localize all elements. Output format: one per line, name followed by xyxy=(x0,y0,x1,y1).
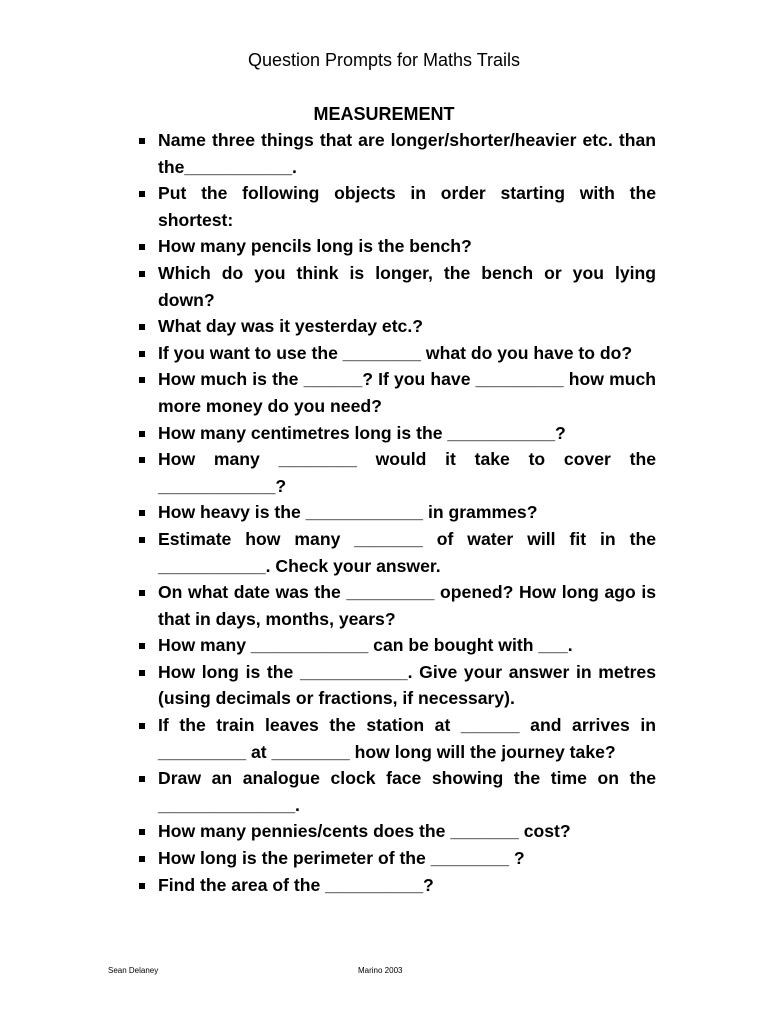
prompt-text: How long is the ___________. Give your answer in metres (using decimals or fractions, if necessary). xyxy=(158,661,656,709)
list-item xyxy=(134,765,656,818)
bullet-icon xyxy=(139,776,145,782)
list-item xyxy=(134,845,656,872)
bullet-icon xyxy=(139,191,145,197)
bullet-icon xyxy=(139,829,145,835)
bullet-icon xyxy=(139,537,145,543)
list-item xyxy=(134,818,656,845)
list-item xyxy=(134,632,656,659)
prompt-list xyxy=(134,127,656,898)
prompt-text: Draw an analogue clock face showing the time on the ______________. xyxy=(158,768,656,815)
prompt-text: Estimate how many _______ of water will fit in the ___________. Check your answer. xyxy=(158,528,656,576)
prompt-text: If you want to use the ________ what do you have to do? xyxy=(158,342,633,363)
bullet-icon xyxy=(139,590,145,596)
prompt-text: Put the following objects in order starting with the shortest: xyxy=(158,183,656,230)
prompt-text: How many centimetres long is the ___________? xyxy=(158,422,566,443)
list-item xyxy=(134,260,656,313)
list-item xyxy=(134,499,656,526)
bullet-icon xyxy=(139,138,145,144)
prompt-text: How many pennies/cents does the _______ cost? xyxy=(158,821,571,842)
bullet-icon xyxy=(139,431,145,437)
list-item xyxy=(134,659,656,712)
list-item xyxy=(134,127,656,180)
list-item xyxy=(134,712,656,765)
prompt-text: Which do you think is longer, the bench or you lying down? xyxy=(158,262,656,310)
prompt-text: Name three things that are longer/shorter/heavier etc. than the___________. xyxy=(158,130,656,177)
bullet-icon xyxy=(139,271,145,277)
bullet-icon xyxy=(139,856,145,862)
bullet-icon xyxy=(139,643,145,649)
bullet-icon xyxy=(139,377,145,383)
list-item xyxy=(134,180,656,233)
list-item xyxy=(134,526,656,579)
prompt-text: Find the area of the __________? xyxy=(158,874,434,895)
list-item xyxy=(134,420,656,447)
list-item xyxy=(134,233,656,260)
footer-place-year: Marino 2003 xyxy=(358,966,403,975)
section-heading: MEASUREMENT xyxy=(313,104,455,124)
prompt-text: How heavy is the ____________ in grammes? xyxy=(158,502,538,523)
prompt-text: If the train leaves the station at ______ and arrives in _________ at ________ how long will the journey take? xyxy=(158,715,656,762)
list-item xyxy=(134,313,656,340)
bullet-icon xyxy=(139,244,145,250)
bullet-icon xyxy=(139,883,145,889)
bullet-icon xyxy=(139,324,145,330)
footer-author: Sean Delaney xyxy=(108,966,159,975)
list-item xyxy=(134,366,656,419)
bullet-icon xyxy=(139,670,145,676)
list-item xyxy=(134,872,656,899)
list-item xyxy=(134,446,656,499)
prompt-text: What day was it yesterday etc.? xyxy=(158,316,423,337)
bullet-icon xyxy=(139,457,145,463)
prompt-text: How many ____________ can be bought with ___. xyxy=(158,635,573,656)
prompt-text: On what date was the _________ opened? How long ago is that in days, months, years? xyxy=(158,582,656,629)
bullet-icon xyxy=(139,510,145,516)
list-item xyxy=(134,340,656,367)
prompt-text: How long is the perimeter of the ________ ? xyxy=(158,848,525,869)
bullet-icon xyxy=(139,723,145,729)
prompt-text: How much is the ______? If you have _________ how much more money do you need? xyxy=(158,369,656,416)
list-item xyxy=(134,579,656,632)
page-title: Question Prompts for Maths Trails xyxy=(247,50,521,70)
prompt-text: How many pencils long is the bench? xyxy=(158,236,472,257)
bullet-icon xyxy=(139,351,145,357)
prompt-text: How many ________ would it take to cover the ____________? xyxy=(158,449,656,496)
